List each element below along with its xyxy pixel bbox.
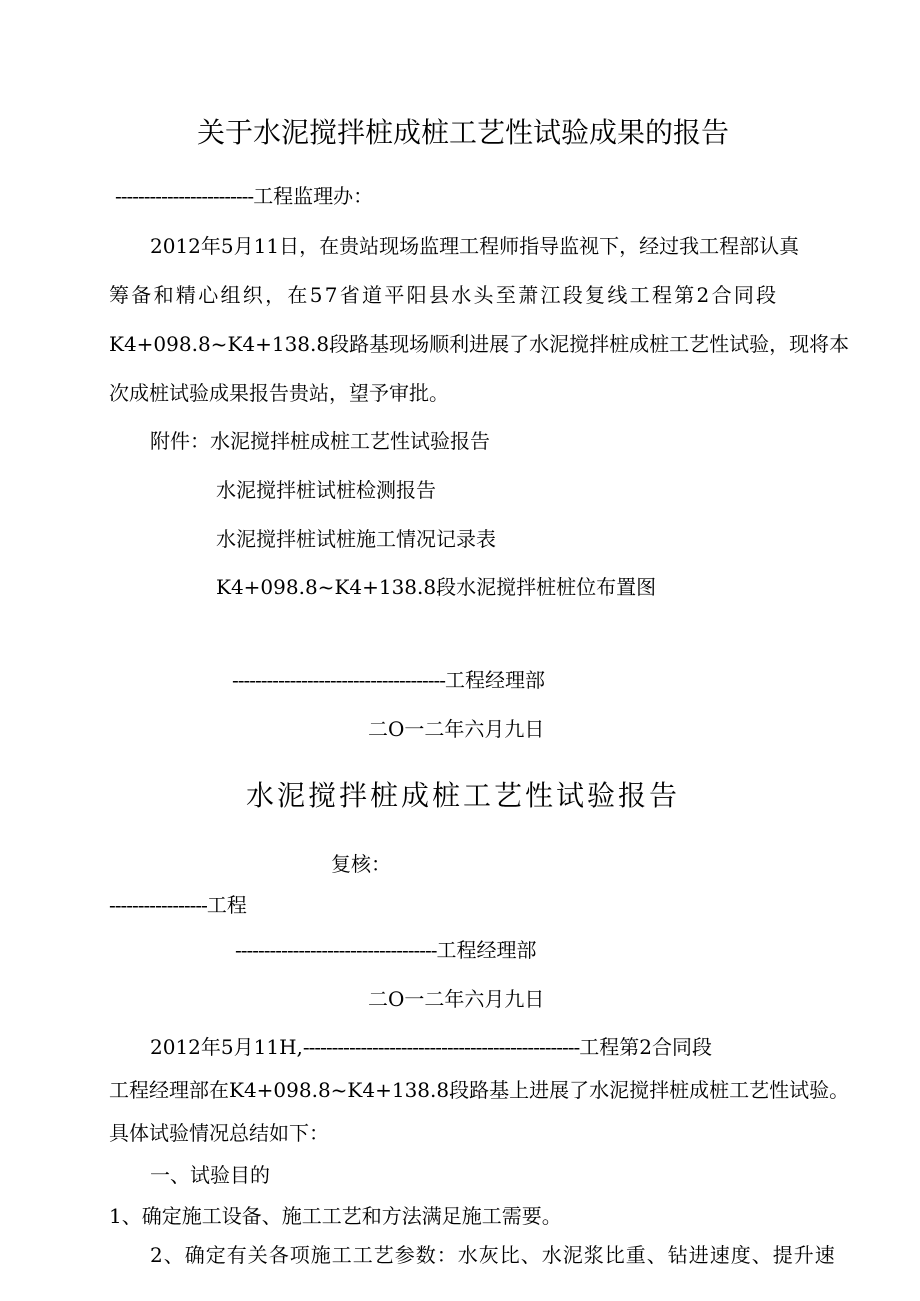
letter-date: 二O一二年六月九日	[368, 717, 545, 741]
letter-body-line-4: 次成桩试验成果报告贵站，望予审批。	[109, 381, 449, 405]
letter-body-line-1: 2012年5月11日，在贵站现场监理工程师指导监视下，经过我工程部认真	[150, 234, 800, 258]
intro-suffix: 工程第2合同段	[579, 1035, 712, 1059]
attachment-item: 水泥搅拌桩成桩工艺性试验报告	[210, 429, 490, 453]
section-heading: 一、试验目的	[150, 1163, 270, 1187]
sender-label: 工程经理部	[445, 668, 546, 692]
list-item: 1、确定施工设备、施工工艺和方法满足施工需要。	[109, 1204, 562, 1228]
report-date: 二O一二年六月九日	[368, 987, 545, 1011]
report-title: 水泥搅拌桩成桩工艺性试验报告	[246, 779, 681, 812]
project-dashes: -----------------	[109, 893, 207, 917]
letter-sender-line	[232, 667, 545, 693]
letter-body-line-3: K4+098.8~K4+138.8段路基现场顺利进展了水泥搅拌桩成桩工艺性试验，现将本	[109, 332, 850, 356]
sender-dashes: -------------------------------------	[232, 668, 446, 692]
attachment-item: 水泥搅拌桩试桩施工情况记录表	[216, 527, 496, 551]
recipient-label: 工程监理办：	[253, 184, 374, 208]
report-intro-line-2: 工程经理部在K4+098.8~K4+138.8段路基上进展了水泥搅拌桩成桩工艺性试验。	[109, 1078, 850, 1102]
letter-body-line-2: 筹备和精心组织，在57省道平阳县水头至萧江段复线工程第2合同段	[109, 283, 779, 307]
list-item: 2、确定有关各项施工工艺参数：水灰比、水泥浆比重、钻进速度、提升速	[150, 1243, 836, 1267]
project-line	[109, 892, 247, 918]
attachment-item: 水泥搅拌桩试桩检测报告	[216, 478, 436, 502]
intro-dashes: ------------------------------------------------	[302, 1035, 580, 1059]
report-sender-line	[235, 937, 537, 963]
report-intro-line-1	[150, 1034, 712, 1060]
attachments-line	[150, 428, 490, 454]
recipient-line	[115, 183, 373, 209]
recipient-dashes: ------------------------	[115, 184, 254, 208]
sender-label: 工程经理部	[436, 938, 537, 962]
sender-dashes: -----------------------------------	[235, 938, 437, 962]
attachment-item: K4+098.8~K4+138.8段水泥搅拌桩桩位布置图	[216, 575, 657, 599]
report-intro-line-3: 具体试验情况总结如下：	[109, 1121, 329, 1145]
review-label: 复核：	[331, 852, 391, 876]
project-label: 工程	[206, 893, 247, 917]
letter-title: 关于水泥搅拌桩成桩工艺性试验成果的报告	[197, 116, 730, 149]
attachments-label: 附件：	[150, 429, 210, 453]
intro-prefix: 2012年5月11H,	[150, 1035, 303, 1059]
